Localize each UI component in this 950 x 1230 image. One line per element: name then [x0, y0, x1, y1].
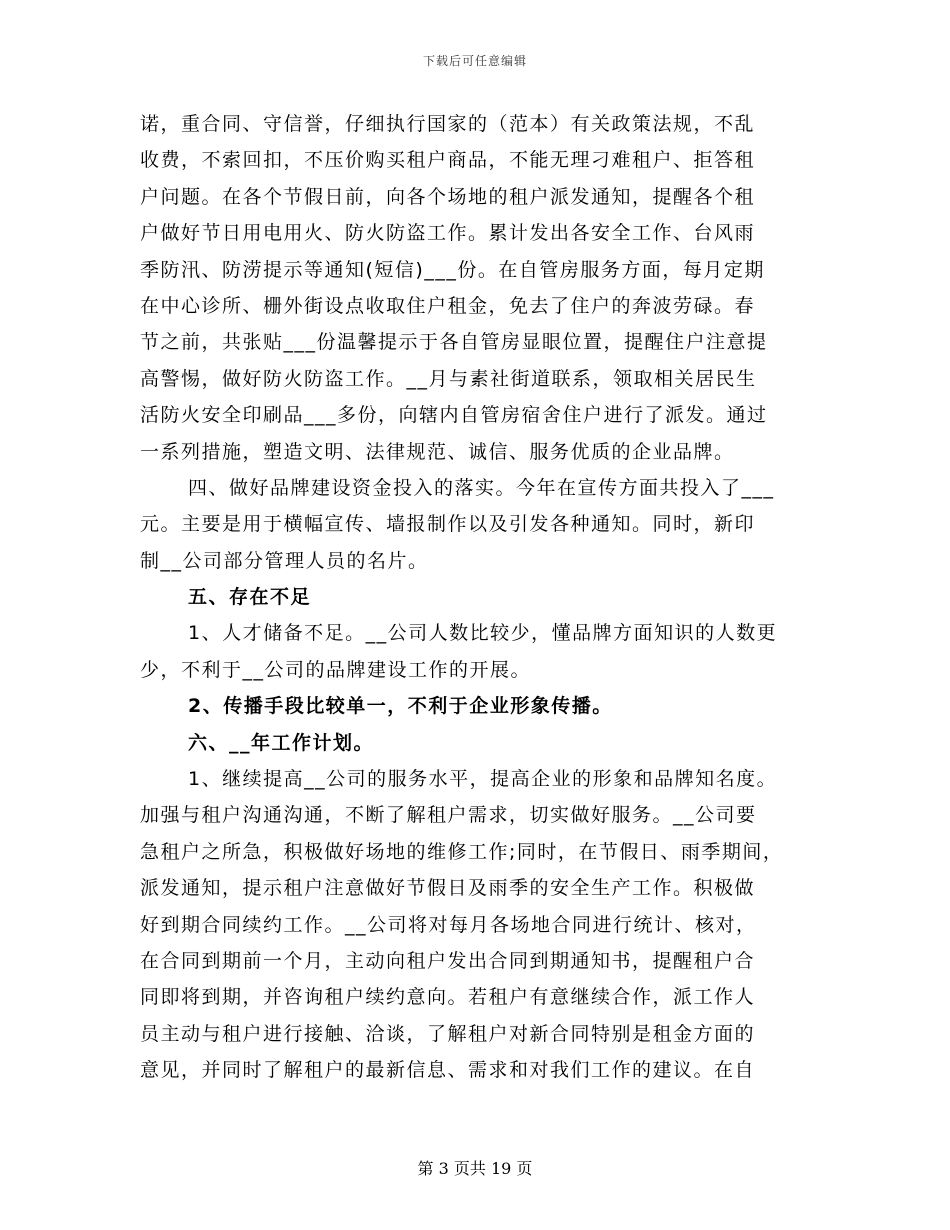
- text-line: 少，不利于__公司的品牌建设工作的开展。: [140, 658, 532, 681]
- text-line: 在中心诊所、栅外街设点收取住户租金，免去了住户的奔波劳碌。春: [140, 294, 756, 317]
- document-body: [140, 106, 820, 1089]
- text-line: 制__公司部分管理人员的名片。: [140, 549, 429, 572]
- text-line: 急租户之所急，积极做好场地的维修工作;同时，在节假日、雨季期间，: [140, 840, 784, 863]
- text-line: 活防火安全印刷品___多份，向辖内自管房宿舍住户进行了派发。通过: [140, 404, 768, 427]
- text-line: 诺，重合同、守信誉，仔细执行国家的（范本）有关政策法规，不乱: [140, 113, 756, 135]
- paragraph-start-line: 1、继续提高__公司的服务水平，提高企业的形象和品牌知名度。: [188, 768, 778, 791]
- text-line: 在合同到期前一个月，主动向租户发出合同到期通知书，提醒租户合: [140, 949, 756, 972]
- text-line: 元。主要是用于横幅宣传、墙报制作以及引发各种通知。同时，新印: [140, 513, 756, 536]
- bold-point-line: 2、传播手段比较单一，不利于企业形象传播。: [188, 695, 613, 718]
- text-line: 同即将到期，并咨询租户续约意向。若租户有意继续合作，派工作人: [140, 986, 756, 1009]
- text-line: 户做好节日用电用火、防火防盗工作。累计发出各安全工作、台风雨: [140, 222, 756, 245]
- text-line: 加强与租户沟通沟通，不断了解租户需求，切实做好服务。__公司要: [140, 804, 757, 827]
- page-footer: 第 3 页共 19 页: [417, 1159, 533, 1178]
- text-line: 高警惕，做好防火防盗工作。__月与素社街道联系，领取相关居民生: [140, 367, 757, 390]
- page-header: 下载后可任意编辑: [422, 54, 527, 68]
- text-line: 一系列措施，塑造文明、法律规范、诚信、服务优质的企业品牌。: [140, 440, 735, 463]
- section-heading-shortcomings: 五、存在不足: [188, 586, 312, 609]
- text-line: 意见，并同时了解租户的最新信息、需求和对我们工作的建议。在自: [140, 1059, 756, 1082]
- text-line: 节之前，共张贴___份温馨提示于各自管房显眼位置，提醒住户注意提: [140, 331, 768, 354]
- section-heading-work-plan: 六、__年工作计划。: [188, 731, 375, 754]
- text-line: 收费，不索回扣，不压价购买租户商品，不能无理刁难租户、拒答租: [140, 149, 756, 172]
- text-line: 员主动与租户进行接触、洽谈，了解租户对新合同特别是租金方面的: [140, 1022, 756, 1045]
- text-line: 季防汛、防涝提示等通知(短信)___份。在自管房服务方面，每月定期: [140, 258, 765, 281]
- text-line: 户问题。在各个节假日前，向各个场地的租户派发通知，提醒各个租: [140, 185, 756, 208]
- text-line: 好到期合同续约工作。__公司将对每月各场地合同进行统计、核对，: [140, 913, 757, 936]
- text-line: 派发通知，提示租户注意做好节假日及雨季的安全生产工作。积极做: [140, 877, 756, 900]
- paragraph-start-line: 1、人才储备不足。__公司人数比较少，懂品牌方面知识的人数更: [188, 622, 778, 645]
- paragraph-start-line: 四、做好品牌建设资金投入的落实。今年在宣传方面共投入了___: [188, 476, 775, 499]
